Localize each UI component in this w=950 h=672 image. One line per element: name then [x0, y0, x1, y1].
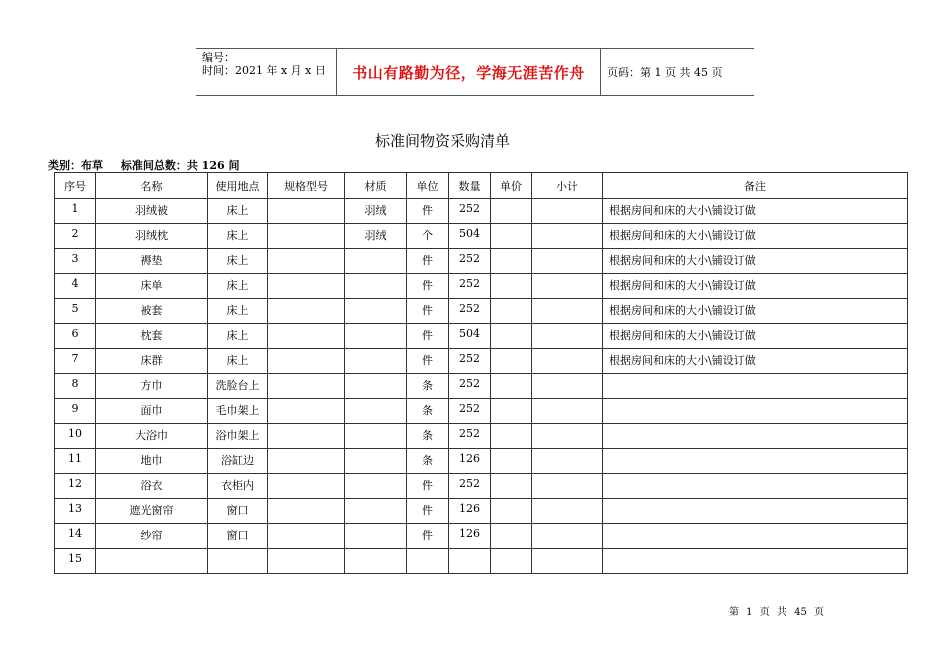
column-header: 名称: [96, 173, 208, 199]
cell-unit: 件: [407, 249, 449, 274]
cell-location: 床上: [208, 274, 268, 299]
cell-name: 方巾: [96, 374, 208, 399]
cell-note: [603, 499, 908, 524]
cell-material: [345, 374, 407, 399]
cell-name: 浴衣: [96, 474, 208, 499]
cell-location: 浴巾架上: [208, 424, 268, 449]
cell-name: 地巾: [96, 449, 208, 474]
table-row: [55, 249, 908, 274]
category-total: 标准间总数：共 126 间: [120, 159, 240, 172]
cell-material: [345, 274, 407, 299]
cell-no: 11: [55, 449, 96, 474]
column-header: 使用地点: [208, 173, 268, 199]
cell-name: 羽绒枕: [96, 224, 208, 249]
table-row: [55, 474, 908, 499]
table-row: [55, 299, 908, 324]
cell-unit: 条: [407, 449, 449, 474]
header-page-label: 页码：第 1 页 共 45 页: [607, 66, 723, 79]
cell-no: 5: [55, 299, 96, 324]
cell-spec: [268, 424, 345, 449]
cell-note: 根据房间和床的大小\铺设订做: [603, 349, 908, 374]
cell-subtotal: [532, 524, 603, 549]
table-row: [55, 399, 908, 424]
header-meta: [196, 49, 337, 95]
cell-material: [345, 524, 407, 549]
cell-subtotal: [532, 349, 603, 374]
column-header: 序号: [55, 173, 96, 199]
cell-location: [208, 549, 268, 574]
header-slogan: 书山有路勤为径，学海无涯苦作舟: [337, 49, 601, 95]
column-header: 材质: [345, 173, 407, 199]
cell-subtotal: [532, 499, 603, 524]
table-row: [55, 524, 908, 549]
cell-spec: [268, 374, 345, 399]
cell-location: 窗口: [208, 524, 268, 549]
cell-subtotal: [532, 449, 603, 474]
cell-qty: [449, 549, 491, 574]
table-row: [55, 199, 908, 224]
cell-material: [345, 249, 407, 274]
cell-qty: 252: [449, 274, 491, 299]
cell-price: [491, 374, 532, 399]
cell-qty: 504: [449, 324, 491, 349]
cell-qty: 252: [449, 374, 491, 399]
cell-unit: 条: [407, 374, 449, 399]
cell-subtotal: [532, 274, 603, 299]
cell-location: 毛巾架上: [208, 399, 268, 424]
column-header: 备注: [603, 173, 908, 199]
cell-no: 10: [55, 424, 96, 449]
cell-unit: 件: [407, 499, 449, 524]
cell-name: 大浴巾: [96, 424, 208, 449]
cell-subtotal: [532, 374, 603, 399]
cell-spec: [268, 524, 345, 549]
cell-material: [345, 449, 407, 474]
cell-location: 床上: [208, 249, 268, 274]
cell-note: 根据房间和床的大小\铺设订做: [603, 324, 908, 349]
cell-price: [491, 274, 532, 299]
cell-spec: [268, 474, 345, 499]
cell-no: 2: [55, 224, 96, 249]
cell-price: [491, 349, 532, 374]
cell-name: 褥垫: [96, 249, 208, 274]
table-row: [55, 349, 908, 374]
cell-price: [491, 324, 532, 349]
cell-no: 4: [55, 274, 96, 299]
cell-spec: [268, 449, 345, 474]
cell-subtotal: [532, 324, 603, 349]
cell-location: 浴缸边: [208, 449, 268, 474]
cell-unit: 件: [407, 524, 449, 549]
cell-note: 根据房间和床的大小\铺设订做: [603, 224, 908, 249]
cell-unit: 件: [407, 299, 449, 324]
cell-no: 9: [55, 399, 96, 424]
cell-name: 被套: [96, 299, 208, 324]
cell-material: 羽绒: [345, 199, 407, 224]
cell-no: 7: [55, 349, 96, 374]
cell-spec: [268, 299, 345, 324]
cell-note: 根据房间和床的大小\铺设订做: [603, 299, 908, 324]
cell-no: 14: [55, 524, 96, 549]
cell-location: 床上: [208, 224, 268, 249]
cell-spec: [268, 199, 345, 224]
cell-note: [603, 524, 908, 549]
cell-spec: [268, 324, 345, 349]
cell-price: [491, 299, 532, 324]
cell-note: 根据房间和床的大小\铺设订做: [603, 274, 908, 299]
cell-name: 纱帘: [96, 524, 208, 549]
cell-name: 枕套: [96, 324, 208, 349]
cell-unit: 件: [407, 474, 449, 499]
cell-subtotal: [532, 549, 603, 574]
cell-unit: 件: [407, 274, 449, 299]
cell-subtotal: [532, 474, 603, 499]
table-row: [55, 424, 908, 449]
cell-no: 12: [55, 474, 96, 499]
cell-qty: 126: [449, 449, 491, 474]
date-label: 时间：2021 年 x 月 x 日: [202, 64, 326, 77]
column-header: 数量: [449, 173, 491, 199]
cell-material: [345, 299, 407, 324]
cell-spec: [268, 274, 345, 299]
cell-note: [603, 449, 908, 474]
cell-no: 8: [55, 374, 96, 399]
cell-qty: 126: [449, 524, 491, 549]
cell-price: [491, 549, 532, 574]
table-row: [55, 449, 908, 474]
page-footer: 第 1 页 共 45 页: [729, 607, 824, 618]
cell-unit: 件: [407, 199, 449, 224]
procurement-table: [54, 172, 908, 574]
column-header: 小计: [532, 173, 603, 199]
cell-note: 根据房间和床的大小\铺设订做: [603, 249, 908, 274]
cell-no: 3: [55, 249, 96, 274]
category-type: 类别：布草: [48, 159, 103, 172]
cell-material: [345, 349, 407, 374]
cell-subtotal: [532, 299, 603, 324]
cell-price: [491, 524, 532, 549]
cell-material: [345, 499, 407, 524]
cell-price: [491, 199, 532, 224]
cell-price: [491, 424, 532, 449]
cell-qty: 252: [449, 299, 491, 324]
cell-note: [603, 424, 908, 449]
cell-qty: 252: [449, 474, 491, 499]
cell-name: 遮光窗帘: [96, 499, 208, 524]
cell-note: [603, 399, 908, 424]
cell-price: [491, 474, 532, 499]
cell-location: 床上: [208, 299, 268, 324]
cell-subtotal: [532, 249, 603, 274]
cell-location: 窗口: [208, 499, 268, 524]
cell-unit: [407, 549, 449, 574]
cell-price: [491, 449, 532, 474]
cell-price: [491, 249, 532, 274]
table-row: [55, 324, 908, 349]
column-header: 单价: [491, 173, 532, 199]
table-header-row: [55, 173, 908, 199]
cell-no: 1: [55, 199, 96, 224]
cell-unit: 个: [407, 224, 449, 249]
cell-price: [491, 399, 532, 424]
cell-price: [491, 224, 532, 249]
cell-qty: 252: [449, 199, 491, 224]
cell-no: 15: [55, 549, 96, 574]
table-row: [55, 374, 908, 399]
cell-qty: 252: [449, 349, 491, 374]
cell-qty: 504: [449, 224, 491, 249]
table-row: [55, 224, 908, 249]
cell-material: [345, 424, 407, 449]
cell-unit: 条: [407, 424, 449, 449]
cell-subtotal: [532, 424, 603, 449]
cell-material: 羽绒: [345, 224, 407, 249]
cell-material: [345, 324, 407, 349]
column-header: 规格型号: [268, 173, 345, 199]
cell-spec: [268, 499, 345, 524]
cell-location: 衣柜内: [208, 474, 268, 499]
cell-location: 床上: [208, 349, 268, 374]
cell-name: 床群: [96, 349, 208, 374]
code-label: 编号：: [202, 51, 235, 64]
cell-qty: 252: [449, 399, 491, 424]
cell-qty: 252: [449, 424, 491, 449]
cell-spec: [268, 549, 345, 574]
cell-price: [491, 499, 532, 524]
cell-material: [345, 474, 407, 499]
cell-material: [345, 399, 407, 424]
cell-spec: [268, 224, 345, 249]
cell-name: 羽绒被: [96, 199, 208, 224]
cell-material: [345, 549, 407, 574]
cell-location: 床上: [208, 199, 268, 224]
category-line: [48, 157, 239, 173]
cell-unit: 条: [407, 399, 449, 424]
cell-qty: 126: [449, 499, 491, 524]
table-row: [55, 499, 908, 524]
cell-note: [603, 474, 908, 499]
cell-unit: 件: [407, 349, 449, 374]
cell-subtotal: [532, 224, 603, 249]
cell-note: [603, 549, 908, 574]
cell-no: 6: [55, 324, 96, 349]
column-header: 单位: [407, 173, 449, 199]
page-title: 标准间物资采购清单: [374, 132, 510, 150]
cell-name: 床单: [96, 274, 208, 299]
cell-subtotal: [532, 399, 603, 424]
cell-spec: [268, 349, 345, 374]
document-header: [196, 48, 754, 96]
cell-name: 面巾: [96, 399, 208, 424]
table-row: [55, 274, 908, 299]
cell-unit: 件: [407, 324, 449, 349]
cell-subtotal: [532, 199, 603, 224]
cell-spec: [268, 249, 345, 274]
cell-no: 13: [55, 499, 96, 524]
cell-qty: 252: [449, 249, 491, 274]
cell-note: [603, 374, 908, 399]
cell-location: 洗脸台上: [208, 374, 268, 399]
table-row: [55, 549, 908, 574]
cell-location: 床上: [208, 324, 268, 349]
cell-note: 根据房间和床的大小\铺设订做: [603, 199, 908, 224]
cell-name: [96, 549, 208, 574]
cell-spec: [268, 399, 345, 424]
